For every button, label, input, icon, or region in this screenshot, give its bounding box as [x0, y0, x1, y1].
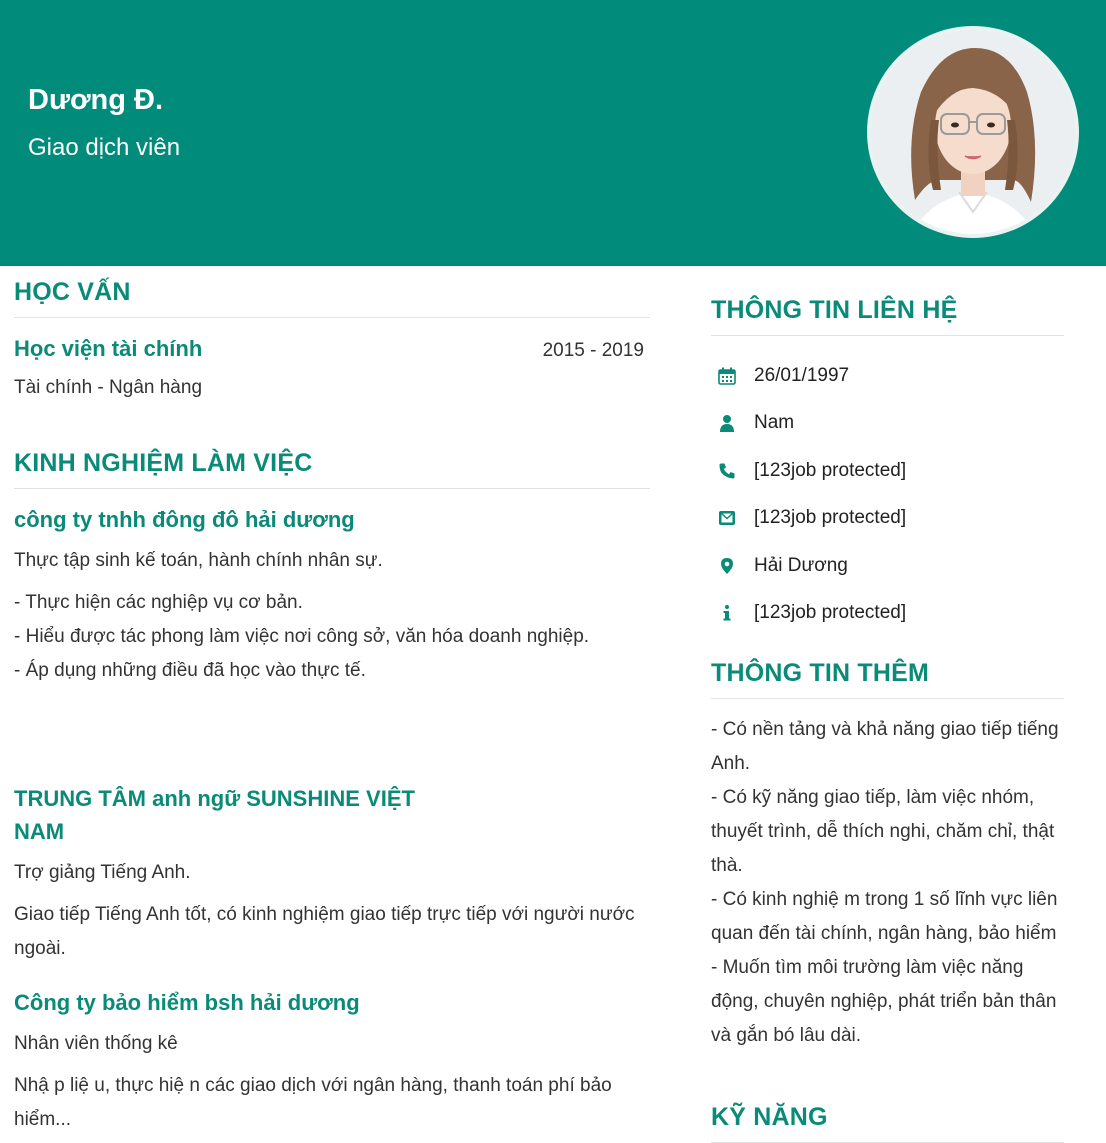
job-description-line: - Thực hiện các nghiệp vụ cơ bản. [14, 592, 303, 613]
job-description-line: Nhậ p liệ u, thực hiệ n các giao dịch với ngân hàng, thanh toán phí bảo [14, 1075, 612, 1096]
experience-section [14, 449, 650, 1137]
additional-info-section [711, 659, 1064, 1053]
job-entry [14, 503, 650, 688]
additional-info-line: thà. [711, 855, 743, 876]
contact-website-value: [123job protected] [754, 602, 907, 624]
job-position: Trợ giảng Tiếng Anh. [14, 862, 191, 883]
job-entry [14, 986, 650, 1137]
education-years: 2015 - 2019 [542, 340, 644, 361]
contact-heading: THÔNG TIN LIÊN HỆ [711, 296, 1064, 336]
info-icon [711, 604, 754, 622]
additional-info-line: quan đến tài chính, ngân hàng, bảo hiểm [711, 923, 1057, 944]
education-entry [14, 332, 650, 365]
additional-info-line: thuyết trình, dễ thích nghi, chăm chỉ, thật [711, 821, 1055, 842]
candidate-name: Dương Đ. [28, 84, 164, 116]
additional-info-line: Anh. [711, 753, 751, 774]
contact-address-value: Hải Dương [754, 554, 848, 576]
skills-section [711, 1103, 1064, 1143]
additional-info-text [711, 713, 1064, 1053]
experience-heading: KINH NGHIỆM LÀM VIỆC [14, 449, 650, 489]
job-company [14, 782, 650, 848]
job-description-line: - Áp dụng những điều đã học vào thực tế. [14, 660, 366, 681]
job-description-line: Giao tiếp Tiếng Anh tốt, có kinh nghiệm giao tiếp trực tiếp với người nước [14, 904, 635, 925]
phone-icon [711, 462, 754, 480]
contact-birthday [711, 352, 1064, 400]
avatar [867, 26, 1079, 238]
contact-phone [711, 447, 1064, 495]
job-description [14, 586, 650, 688]
job-description-line: - Hiểu được tác phong làm việc nơi công sở, văn hóa doanh nghiệp. [14, 626, 590, 647]
contact-email-value: [123job protected] [754, 507, 907, 529]
job-description [14, 898, 650, 966]
additional-info-line: - Có nền tảng và khả năng giao tiếp tiếng [711, 719, 1059, 740]
contact-website [711, 590, 1064, 638]
job-company: công ty tnhh đông đô hải dương [14, 507, 355, 532]
contact-birthday-value: 26/01/1997 [754, 364, 850, 386]
job-description-line: ngoài. [14, 938, 66, 959]
education-major: Tài chính - Ngân hàng [14, 377, 203, 398]
map-marker-icon [711, 557, 754, 575]
additional-info-heading: THÔNG TIN THÊM [711, 659, 1064, 699]
contact-phone-value: [123job protected] [754, 459, 907, 481]
job-position: Nhân viên thống kê [14, 1033, 178, 1054]
job-company-line: TRUNG TÂM anh ngữ SUNSHINE VIỆT [14, 786, 415, 811]
job-entry [14, 782, 650, 966]
school-name: Học viện tài chính [14, 336, 203, 361]
contact-address [711, 542, 1064, 590]
additional-info-line: và gắn bó lâu dài. [711, 1025, 862, 1046]
job-description-line: hiểm... [14, 1109, 72, 1130]
sidebar-column [711, 266, 1064, 1143]
additional-info-line: - Có kỹ năng giao tiếp, làm việc nhóm, [711, 787, 1035, 808]
profile-header [0, 0, 1106, 266]
avatar-portrait-image [871, 30, 1075, 234]
job-company: Công ty bảo hiểm bsh hải dương [14, 990, 360, 1015]
additional-info-line: - Có kinh nghiệ m trong 1 số lĩnh vực liên [711, 889, 1058, 910]
job-position: Thực tập sinh kế toán, hành chính nhân sự. [14, 550, 383, 571]
contact-email [711, 495, 1064, 543]
main-column [14, 266, 650, 1137]
job-description [14, 1069, 650, 1137]
user-icon [711, 414, 754, 432]
contact-gender-value: Nam [754, 412, 795, 434]
contact-list [711, 352, 1064, 637]
contact-gender [711, 400, 1064, 448]
additional-info-line: động, chuyên nghiệp, phát triển bản thân [711, 991, 1057, 1012]
candidate-title: Giao dịch viên [28, 134, 181, 161]
education-heading: HỌC VẤN [14, 278, 650, 318]
skills-heading: KỸ NĂNG [711, 1103, 1064, 1143]
education-section [14, 278, 650, 405]
job-company-line: NAM [14, 819, 65, 844]
calendar-icon [711, 367, 754, 385]
contact-section [711, 296, 1064, 637]
envelope-icon [711, 509, 754, 527]
additional-info-line: - Muốn tìm môi trường làm việc năng [711, 957, 1024, 978]
